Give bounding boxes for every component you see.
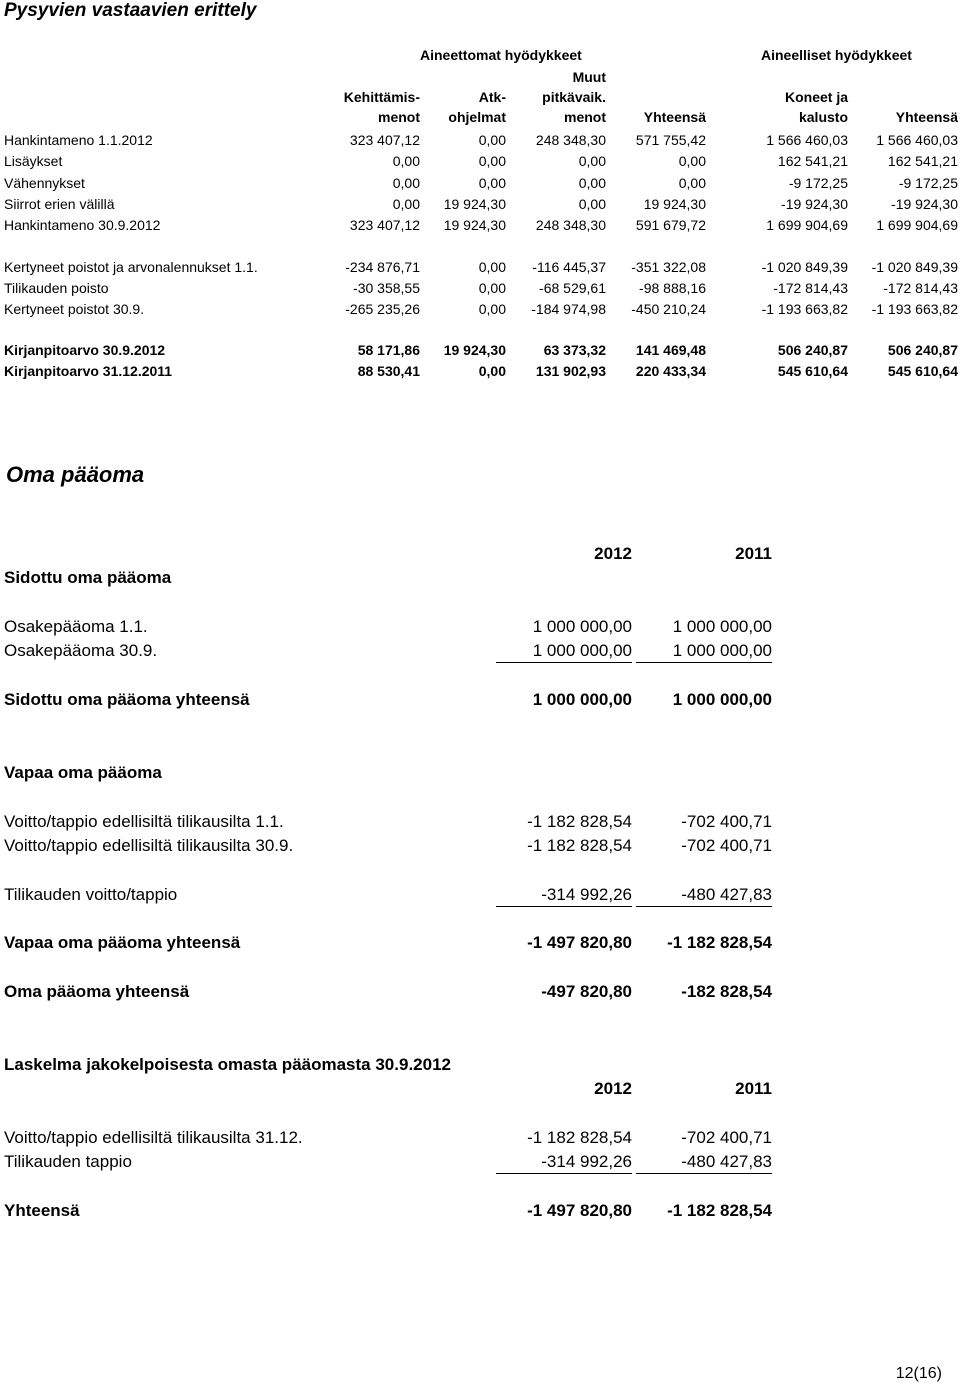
value-2012: -314 992,26 [496,884,632,907]
asset-cell: -1 020 849,39 [871,259,958,275]
asset-cell: -98 888,16 [639,280,706,296]
column-header-line: Koneet ja [784,89,848,105]
value-2012: -1 497 820,80 [527,1201,632,1220]
distributable-total-label: Yhteensä [4,1201,80,1220]
asset-cell: 0,00 [478,153,506,169]
column-header-line: kalusto [798,109,848,125]
row-label: Tilikauden tappio [4,1152,132,1171]
value-2011: 1 000 000,00 [672,690,772,709]
page-number: 12(16) [895,1365,942,1382]
equity-heading: Oma pääoma [6,462,145,487]
asset-cell: 1 699 904,69 [766,217,848,233]
column-header-line: Yhteensä [895,109,958,125]
column-header-line: Yhteensä [643,109,706,125]
value-2011: 1 000 000,00 [672,617,772,636]
value-2011: -1 182 828,54 [667,933,772,952]
asset-cell: -19 924,30 [891,196,958,212]
distributable-heading: Laskelma jakokelpoisesta omasta pääomasta 30.9.2012 [4,1055,451,1074]
asset-cell: 19 924,30 [443,217,506,233]
asset-cell: -9 172,25 [898,175,958,191]
row-label: Osakepääoma 30.9. [4,641,158,660]
value-2011: -702 400,71 [681,836,772,855]
restricted-equity-total-label: Sidottu oma pääoma yhteensä [4,690,250,709]
asset-cell: -172 814,43 [883,280,958,296]
asset-row-label: Kertyneet poistot 30.9. [4,301,145,317]
asset-cell: 545 610,64 [777,363,848,379]
asset-cell: 323 407,12 [349,132,420,148]
asset-cell: -116 445,37 [532,259,606,275]
asset-cell: 162 541,21 [887,153,958,169]
asset-cell: 0,00 [578,153,606,169]
page-title: Pysyvien vastaavien erittely [4,0,257,21]
asset-row-label: Siirrot erien välillä [4,196,115,212]
asset-cell: 0,00 [478,175,506,191]
value-2012: -1 497 820,80 [527,933,632,952]
column-header-line: ohjelmat [448,109,506,125]
asset-row-label: Vähennykset [4,175,85,191]
year-header-2012: 2012 [594,544,632,563]
restricted-equity-heading: Sidottu oma pääoma [4,568,172,587]
asset-row-label: Tilikauden poisto [4,280,109,296]
asset-cell: 63 373,32 [543,342,606,358]
asset-row-label: Hankintameno 1.1.2012 [4,132,153,148]
asset-row-label: Kirjanpitoarvo 31.12.2011 [4,363,173,379]
asset-cell: 0,00 [392,153,420,169]
asset-cell: 591 679,72 [635,217,706,233]
value-2011: -480 427,83 [636,884,772,907]
asset-cell: 1 566 460,03 [766,132,848,148]
value-2011: -480 427,83 [636,1151,772,1174]
asset-cell: -265 235,26 [345,301,420,317]
asset-cell: 131 902,93 [535,363,606,379]
asset-cell: -1 193 663,82 [871,301,958,317]
group-header-tangible: Aineelliset hyödykkeet [761,47,912,63]
asset-cell: 220 433,34 [635,363,706,379]
year-header-2012: 2012 [594,1079,632,1098]
asset-cell: -234 876,71 [345,259,420,275]
asset-cell: 19 924,30 [443,342,506,358]
value-2012: -314 992,26 [496,1151,632,1174]
row-label: Voitto/tappio edellisiltä tilikausilta 30.9. [4,836,294,855]
asset-cell: -30 358,55 [353,280,420,296]
value-2011: -1 182 828,54 [667,1201,772,1220]
asset-cell: -68 529,61 [539,280,606,296]
asset-cell: 571 755,42 [635,132,706,148]
asset-cell: 323 407,12 [349,217,420,233]
asset-cell: -172 814,43 [773,280,848,296]
asset-cell: -1 020 849,39 [761,259,848,275]
group-header-intangible: Aineettomat hyödykkeet [420,47,582,63]
asset-cell: 1 699 904,69 [876,217,958,233]
equity-total-label: Oma pääoma yhteensä [4,982,190,1001]
asset-row-label: Lisäykset [4,153,63,169]
free-equity-total-label: Vapaa oma pääoma yhteensä [4,933,241,952]
asset-cell: 19 924,30 [443,196,506,212]
asset-cell: 0,00 [578,196,606,212]
column-header-line: Muut [572,69,606,85]
asset-cell: 248 348,30 [535,132,606,148]
asset-cell: -351 322,08 [631,259,706,275]
row-label: Osakepääoma 1.1. [4,617,148,636]
asset-cell: 0,00 [678,153,706,169]
value-2012: -1 182 828,54 [527,1128,632,1147]
asset-cell: 0,00 [578,175,606,191]
row-label: Voitto/tappio edellisiltä tilikausilta 1.1. [4,812,284,831]
year-header-2011: 2011 [735,544,772,563]
asset-row-label: Hankintameno 30.9.2012 [4,217,161,233]
column-header-line: menot [564,109,606,125]
asset-cell: 0,00 [478,280,506,296]
value-2011: -702 400,71 [681,1128,772,1147]
value-2012: 1 000 000,00 [496,640,632,663]
asset-cell: 248 348,30 [535,217,606,233]
asset-cell: 0,00 [478,259,506,275]
asset-cell: 0,00 [478,301,506,317]
asset-cell: 0,00 [478,363,506,379]
year-header-2011: 2011 [735,1079,772,1098]
asset-cell: 0,00 [392,196,420,212]
value-2011: -182 828,54 [681,982,772,1001]
asset-cell: 141 469,48 [635,342,706,358]
row-label: Voitto/tappio edellisiltä tilikausilta 31.12. [4,1128,303,1147]
asset-cell: -9 172,25 [788,175,848,191]
value-2011: -702 400,71 [681,812,772,831]
asset-cell: 0,00 [478,132,506,148]
asset-row-label: Kirjanpitoarvo 30.9.2012 [4,342,166,358]
value-2012: -497 820,80 [541,982,632,1001]
asset-cell: 58 171,86 [357,342,420,358]
asset-cell: 0,00 [678,175,706,191]
value-2012: 1 000 000,00 [532,690,632,709]
asset-cell: 19 924,30 [643,196,706,212]
value-2011: 1 000 000,00 [636,640,772,663]
asset-cell: -184 974,98 [531,301,606,317]
asset-row-label: Kertyneet poistot ja arvonalennukset 1.1. [4,259,258,275]
asset-cell: 162 541,21 [777,153,848,169]
value-2012: -1 182 828,54 [527,836,632,855]
asset-cell: 545 610,64 [887,363,958,379]
asset-cell: -450 210,24 [631,301,706,317]
value-2012: 1 000 000,00 [532,617,632,636]
row-label: Tilikauden voitto/tappio [4,885,178,904]
column-header-line: Kehittämis- [343,89,420,105]
asset-cell: -1 193 663,82 [761,301,848,317]
asset-cell: 506 240,87 [777,342,848,358]
free-equity-heading: Vapaa oma pääoma [4,763,162,782]
value-2012: -1 182 828,54 [527,812,632,831]
asset-cell: 0,00 [392,175,420,191]
asset-cell: 506 240,87 [887,342,958,358]
asset-cell: 1 566 460,03 [876,132,958,148]
column-header-line: menot [378,109,420,125]
column-header-line: Atk- [478,89,506,105]
asset-cell: 88 530,41 [357,363,420,379]
column-header-line: pitkävaik. [542,89,606,105]
asset-cell: -19 924,30 [781,196,848,212]
